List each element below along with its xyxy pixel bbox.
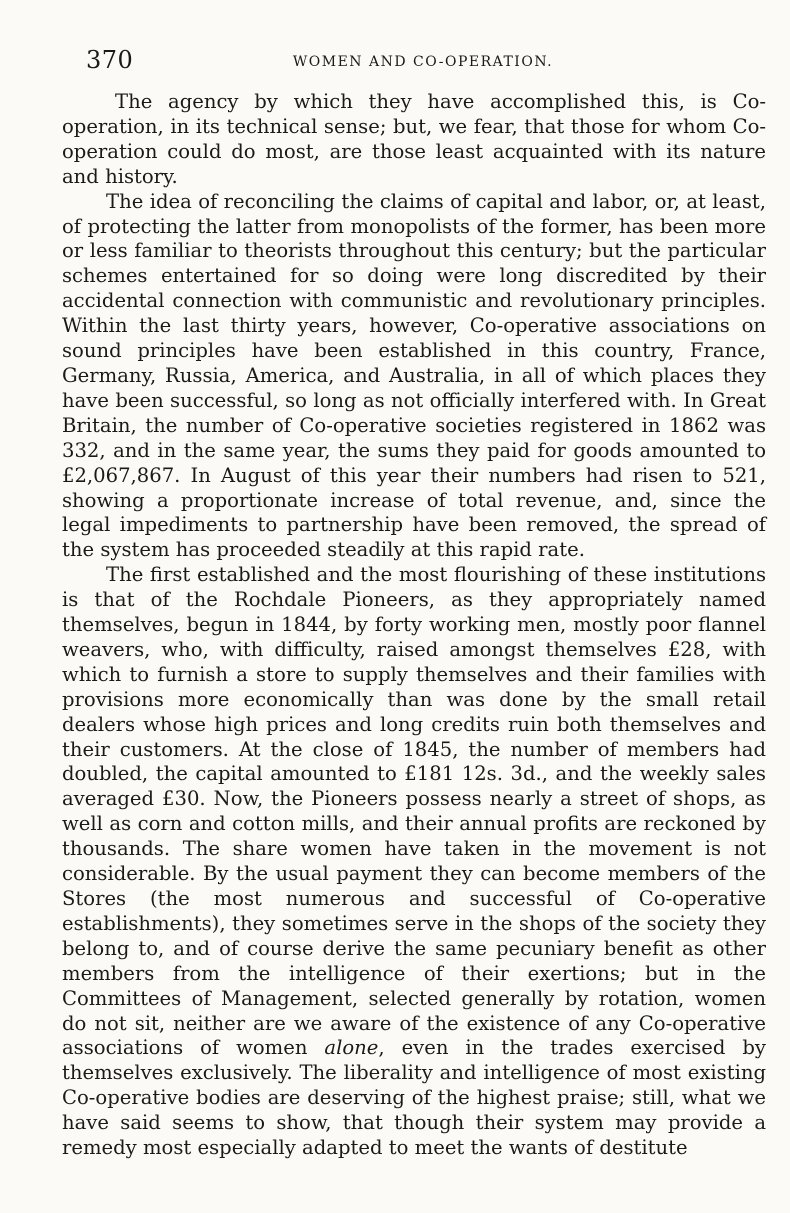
emphasis-alone: alone: [324, 1036, 379, 1060]
paragraph-text: The first established and the most flourishing of these institutions is that of the Rochdale Pioneers, as they appropriately named themselves, begun in 1844, by forty working men, mostly poor flannel weavers, who, with difficulty, raised amongst themselves £28, with which to furnish a store to supply themselves and their families with provisions more economically than was done by the small retail dealers whose high prices and long credits ruin both themselves and their customers. At the close of 1845, the number of members had doubled, the capital amounted to £181 12s. 3d., and the weekly sales averaged £30. Now, the Pioneers possess nearly a street of shops, as well as corn and cotton mills, and their annual profits are reckoned by thousands. The share women have taken in the movement is not considerable. By the usual payment they can become members of the Stores (the most numerous and successful of Co-operative establishments), they sometimes serve in the shops of the society they belong to, and of course derive the same pecuniary benefit as other members from the intelligence of their exertions; but in the Committees of Management, selected generally by rotation, women do not sit, neither are we aware of the existence of any Co-operative associations of women: [62, 563, 766, 1060]
paragraph-text: The idea of reconciling the claims of capital and labor, or, at least, of protecting the latter from monopolists of the former, has been more or less familiar to theorists throughout this century; but the particular schemes entertained for so doing were long discredited by their accidental connection with communistic and revolutionary principles. Within the last thirty years, however, Co-operative associations on sound principles have been established in this country, France, Germany, Russia, America, and Australia, in all of which places they have been successful, so long as not officially interfered with. In Great Britain, the number of Co-operative societies registered in 1862 was 332, and in the same year, the sums they paid for goods amounted to £2,067,867. In August of this year their numbers had risen to 521, showing a proportionate increase of total revenue, and, since the legal impediments to partnership have been removed, the spread of the system has proceeded steadily at this rapid rate.: [62, 189, 766, 562]
running-head: WOMEN AND CO-OPERATION.: [292, 54, 554, 70]
paragraph-text-continued: , even in the trades exercised by themselves exclusively. The liberality and intelligence of most existing Co-operative bodies are deserving of the highest praise; still, what we have said seems to show, that though their system may provide a remedy most especially adapted to meet the wants of destitute: [62, 1036, 766, 1160]
page-number: 370: [86, 46, 134, 74]
paragraph-agency: [62, 90, 766, 190]
paragraph-text: The agency by which they have accomplished this, is Co-operation, in its technical sense; but, we fear, that those for whom Co-operation could do most, are those least acquainted with its nature and history.: [62, 90, 766, 188]
paragraph-capital-and-labor: [62, 190, 766, 564]
page-header: [86, 46, 760, 76]
page-body: [62, 90, 766, 1161]
paragraph-rochdale-pioneers: [62, 563, 766, 1161]
